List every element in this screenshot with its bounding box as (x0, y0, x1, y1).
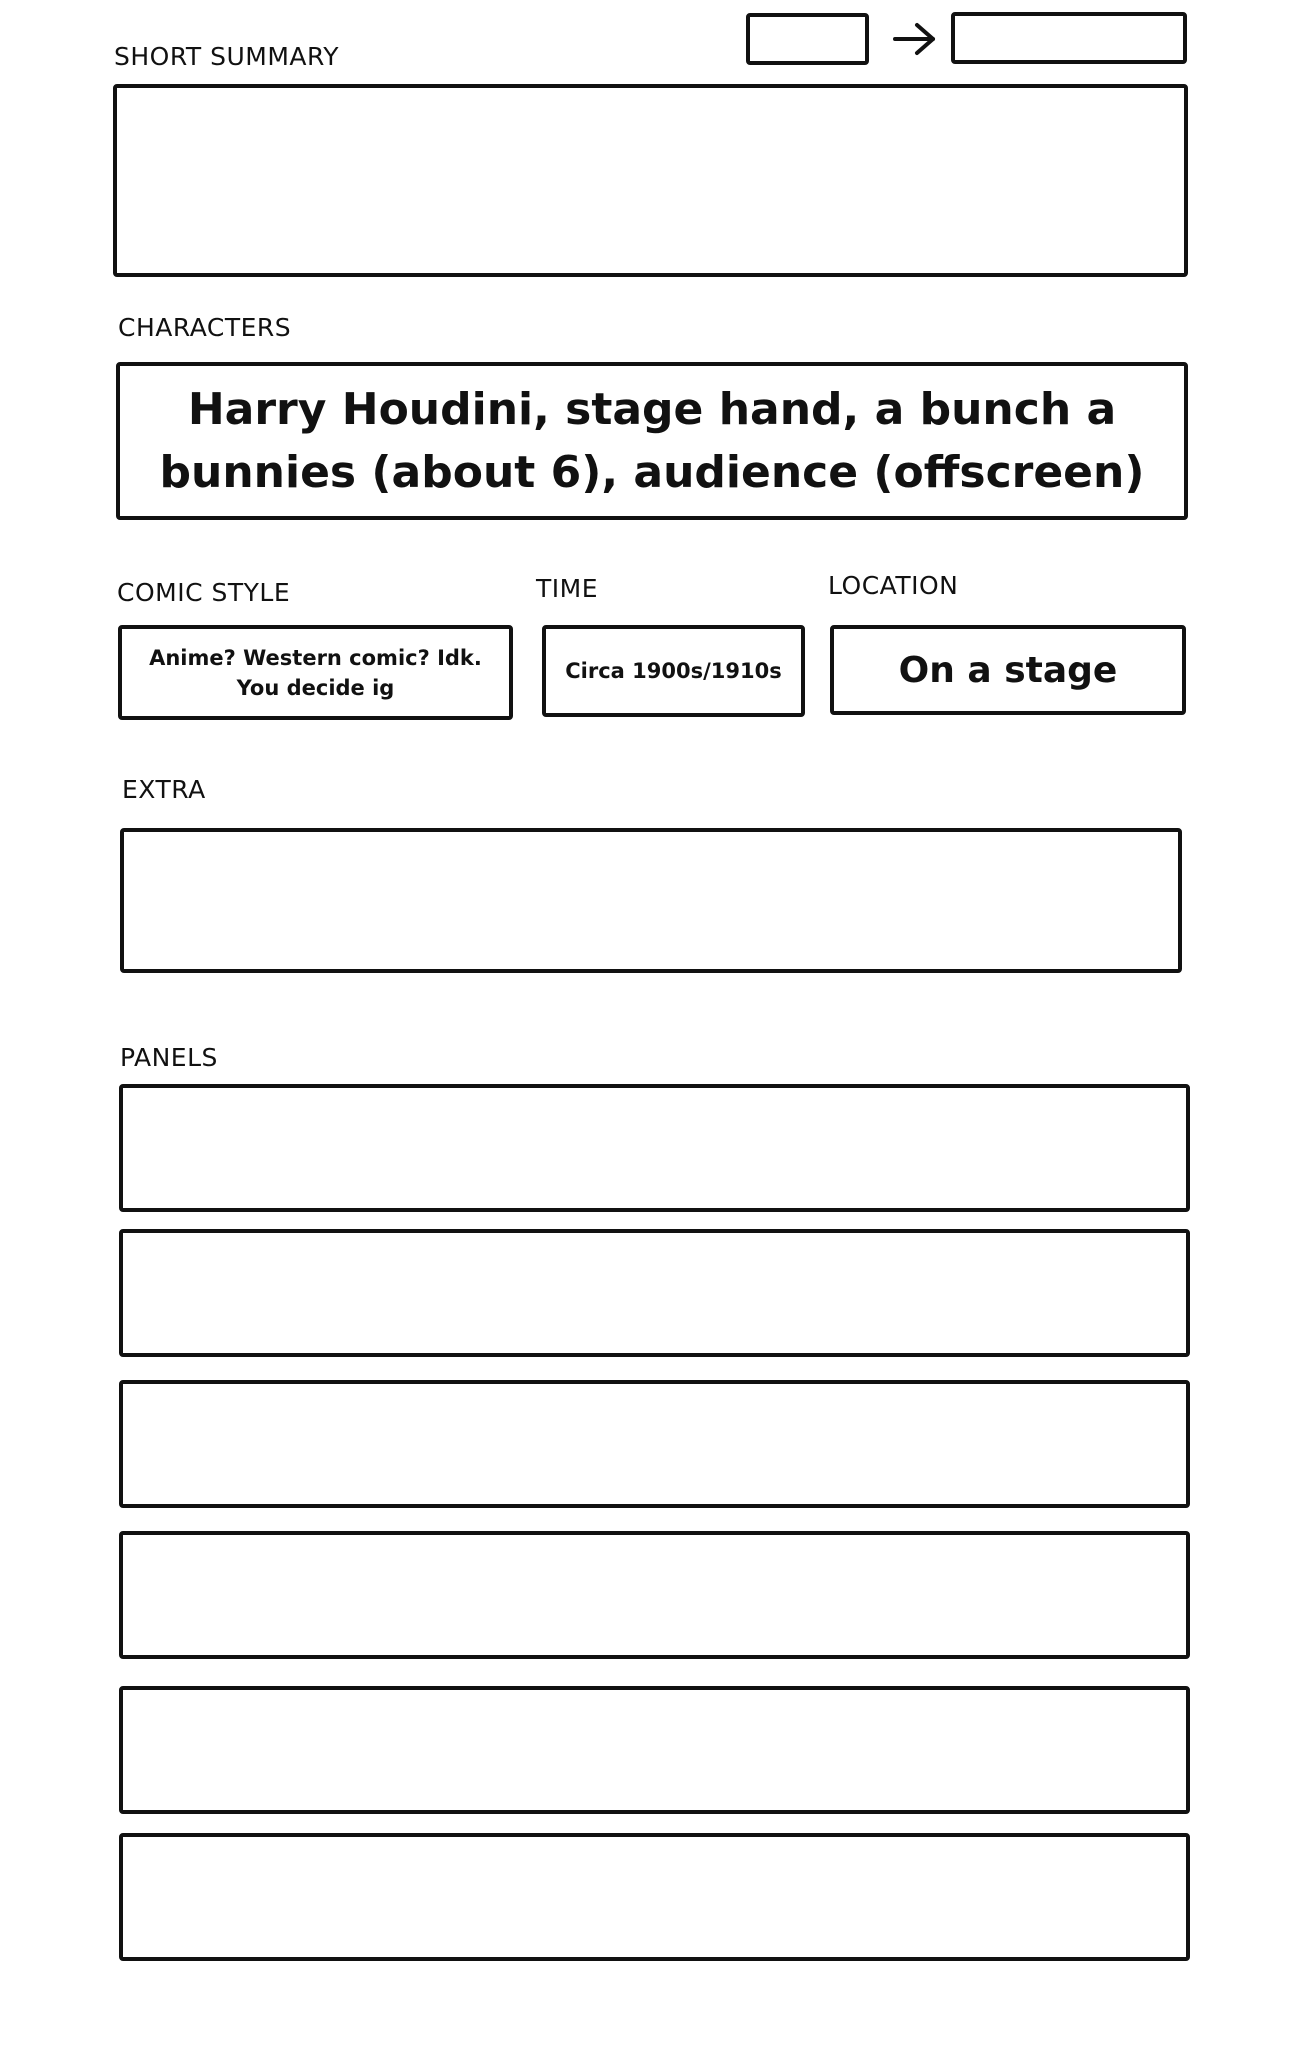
comic-style-text (149, 643, 482, 703)
extra-field[interactable] (120, 828, 1182, 973)
panel-box[interactable] (119, 1686, 1190, 1814)
panel-box[interactable] (119, 1531, 1190, 1659)
characters-label: CHARACTERS (118, 313, 292, 342)
panel-box[interactable] (119, 1084, 1190, 1212)
panel-box[interactable] (119, 1229, 1190, 1357)
time-field[interactable] (542, 625, 805, 717)
page-from-field[interactable] (746, 13, 869, 65)
characters-line-2: bunnies (about 6), audience (offscreen) (159, 447, 1145, 498)
characters-field[interactable] (116, 362, 1188, 520)
page-to-field[interactable] (951, 12, 1187, 64)
location-field[interactable] (830, 625, 1186, 715)
location-label: LOCATION (828, 571, 959, 600)
summary-label: SHORT SUMMARY (114, 42, 340, 71)
time-label: TIME (536, 574, 599, 603)
comic-style-label: COMIC STYLE (117, 578, 291, 607)
comic-style-field[interactable] (118, 625, 513, 720)
panels-label: PANELS (120, 1043, 218, 1072)
summary-field[interactable] (113, 84, 1188, 277)
characters-line-1: Harry Houdini, stage hand, a bunch a (187, 384, 1117, 435)
extra-label: EXTRA (122, 775, 206, 804)
location-text: On a stage (898, 649, 1118, 691)
arrow-right-icon (893, 22, 937, 56)
comic-style-line-2: You decide ig (236, 675, 395, 700)
panel-box[interactable] (119, 1833, 1190, 1961)
panel-box[interactable] (119, 1380, 1190, 1508)
time-text: Circa 1900s/1910s (565, 659, 782, 683)
comic-style-line-1: Anime? Western comic? Idk. (149, 645, 482, 670)
characters-text (160, 378, 1145, 504)
